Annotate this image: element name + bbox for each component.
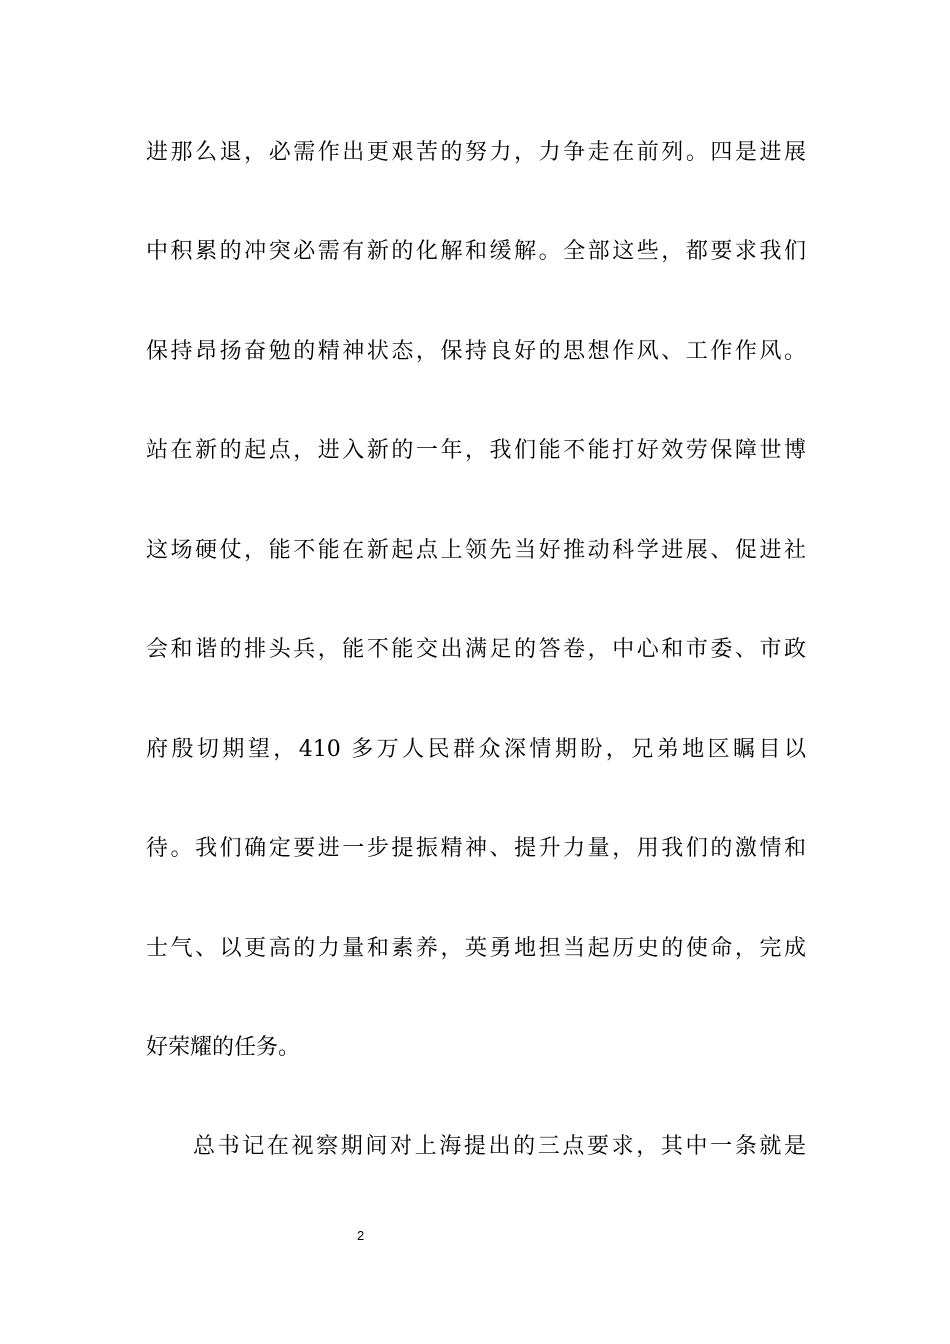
text-line: 保持昂扬奋勉的精神状态，保持良好的思想作风、工作作风。: [146, 339, 806, 364]
text-line: 进那么退，必需作出更艰苦的努力，力争走在前列。四是进展: [146, 140, 806, 165]
text-line: 中积累的冲突必需有新的化解和缓解。全部这些，都要求我们: [146, 239, 806, 264]
text-line: 站在新的起点，进入新的一年，我们能不能打好效劳保障世博: [146, 438, 806, 463]
text-line: 会和谐的排头兵，能不能交出满足的答卷，中心和市委、市政: [146, 637, 806, 662]
paragraph-first-line: 总书记在视察期间对上海提出的三点要求，其中一条就是: [193, 1134, 806, 1159]
page-number: 2: [357, 1228, 365, 1243]
text-line: 府殷切期望，410 多万人民群众深情期盼，兄弟地区瞩目以: [146, 737, 806, 762]
text-line: 好荣耀的任务。: [146, 1035, 301, 1060]
text-line: 士气、以更高的力量和素养，英勇地担当起历史的使命，完成: [146, 936, 806, 961]
text-line: 这场硬仗，能不能在新起点上领先当好推动科学进展、促进社: [146, 538, 806, 563]
text-line: 待。我们确定要进一步提振精神、提升力量，用我们的激情和: [146, 836, 806, 861]
